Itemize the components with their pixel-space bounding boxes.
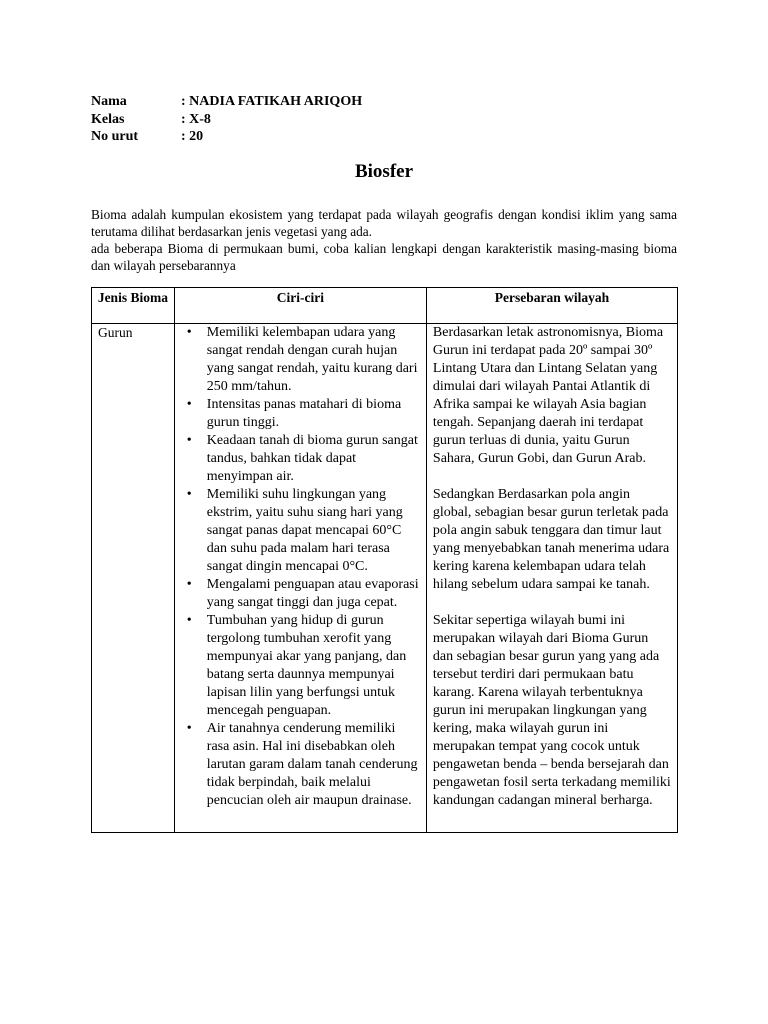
persebaran-paragraph: Berdasarkan letak astronomisnya, Bioma Gurun ini terdapat pada 20º sampai 30º Lintang Utara dan Lintang Selatan yang dimulai dari wilayah Pantai Atlantik di Afrika sampai ke wilayah Asia bagian tengah. Sepanjang daerah ini terdapat gurun terluas di dunia, yaitu Gurun Sahara, Gurun Gobi, dan Gurun Arab.: [432, 325, 664, 466]
list-item: • Keadaan tanah di bioma gurun sangat tandus, bahkan tidak dapat menyimpan air.: [207, 432, 420, 486]
list-item: • Tumbuhan yang hidup di gurun tergolong tumbuhan xerofit yang mempunyai akar yang panjang, dan batang serta daunnya mempunyai lapisan lilin yang berfungsi untuk mencegah penguapan.: [207, 612, 420, 720]
header-ciri-ciri: Ciri-ciri: [174, 288, 426, 324]
info-value: : 20: [181, 129, 204, 144]
bioma-table: [91, 287, 678, 833]
list-item: • Intensitas panas matahari di bioma gurun tinggi.: [207, 396, 420, 432]
persebaran-text: [427, 324, 677, 810]
bioma-name: Gurun: [98, 325, 133, 340]
info-row-nama: [91, 93, 362, 111]
info-label: Nama: [91, 94, 127, 109]
list-item: • Mengalami penguapan atau evaporasi yang sangat tinggi dan juga cepat.: [207, 576, 420, 612]
info-label: Kelas: [91, 111, 125, 127]
persebaran-paragraph: Sekitar sepertiga wilayah bumi ini merupakan wilayah dari Bioma Gurun dan sebagian besar gurun yang yang ada tersebut terdiri dari permukaan batu karang. Karena wilayah terbentuknya gurun ini merupakan lingkungan yang kering, maka wilayah gurun ini merupakan tempat yang cocok untuk pengawetan benda – benda bersejarah dan pengawetan fosil serta terkadang memiliki kandungan cadangan mineral berharga.: [432, 613, 671, 808]
cell-ciri: [174, 324, 426, 833]
cell-jenis: [92, 324, 175, 833]
header-jenis-bioma: Jenis Bioma: [92, 288, 175, 324]
info-value: : NADIA FATIKAH ARIQOH: [181, 94, 363, 109]
info-row-no-urut: [91, 128, 362, 146]
table-header-row: [92, 288, 678, 324]
info-row-kelas: [91, 111, 362, 129]
page-title: Biosfer: [354, 161, 414, 182]
list-item: • Air tanahnya cenderung memiliki rasa asin. Hal ini disebabkan oleh larutan garam dalam tanah cenderung tidak berpindah, baik melalui pencucian oleh air maupun drainase.: [207, 720, 420, 810]
list-item: • Memiliki suhu lingkungan yang ekstrim, yaitu suhu siang hari yang sangat panas dapat mencapai 60°C dan suhu pada malam hari terasa sangat dingin mencapai 0°C.: [207, 486, 420, 576]
table-row: [92, 324, 678, 833]
list-item: • Memiliki kelembapan udara yang sangat rendah dengan curah hujan yang sangat rendah, yaitu kurang dari 250 mm/tahun.: [207, 324, 420, 396]
intro-text: [91, 206, 677, 274]
student-info: [91, 93, 362, 146]
intro-paragraph-instruction: ada beberapa Bioma di permukaan bumi, coba kalian lengkapi dengan karakteristik masing-masing bioma dan wilayah persebarannya: [91, 241, 677, 273]
cell-persebaran: [426, 324, 677, 833]
header-persebaran: Persebaran wilayah: [426, 288, 677, 324]
persebaran-paragraph: Sedangkan Berdasarkan pola angin global, sebagian besar gurun terletak pada pola angin sabuk tenggara dan timur laut yang menyebabkan tanah menerima udara kering karena kelembapan udara telah hilang sebelum udara sampai ke tanah.: [432, 487, 670, 592]
info-label: No urut: [91, 129, 139, 144]
intro-paragraph-definition: Bioma adalah kumpulan ekosistem yang terdapat pada wilayah geografis dengan kondisi iklim yang sama terutama dilihat berdasarkan jenis vegetasi yang ada.: [91, 207, 677, 239]
ciri-list: [175, 324, 426, 832]
info-value: : X-8: [181, 111, 211, 127]
